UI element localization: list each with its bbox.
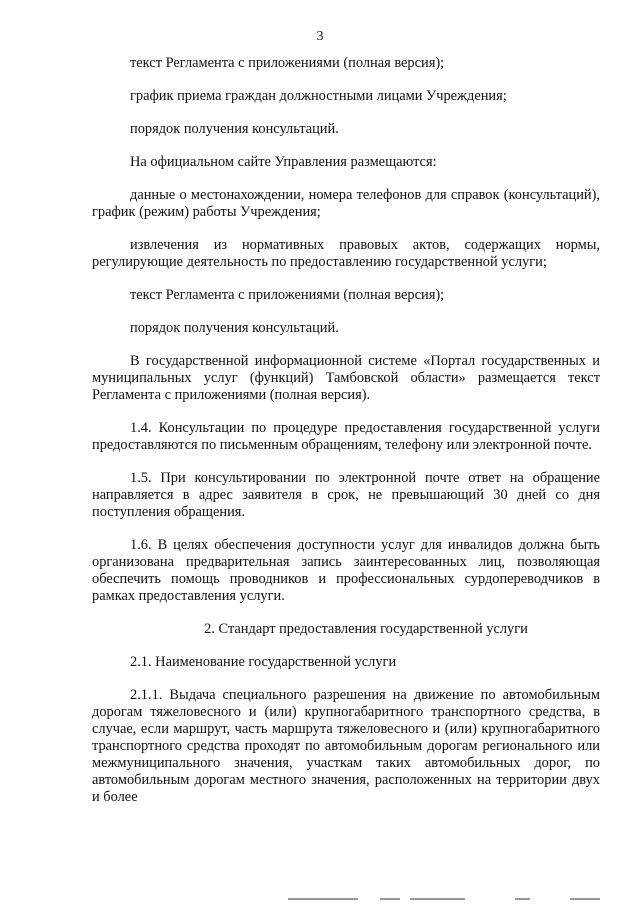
paragraph-list-item: данные о местонахождении, номера телефонов для справок (консультаций), график (режим) работы Учреждения; <box>92 187 600 220</box>
scan-mark <box>288 898 358 900</box>
paragraph-2-1-1: 2.1.1. Выдача специального разрешения на движение по автомобильным дорогам тяжеловесного и (или) крупногабаритного транспортного средства, в случае, если маршрут, часть маршрута тяжеловесного и (или) крупногабаритного транспортного средства проходят по автомобильным дорогам регионального или межмуниципального значения, участкам таких автомобильных дорог, по автомобильным дорогам местного значения, расположенных на территории двух и более <box>92 687 600 805</box>
paragraph-intro: На официальном сайте Управления размещаются: <box>130 154 437 170</box>
scan-mark <box>570 898 600 900</box>
paragraph-portal: В государственной информационной системе «Портал государственных и муниципальных услуг (функций) Тамбовской области» размещается текст Регламента с приложениями (полная версия). <box>92 353 600 403</box>
paragraph-list-item: извлечения из нормативных правовых актов, содержащих нормы, регулирующие деятельность по предоставлению государственной услуги; <box>92 237 600 270</box>
paragraph-list-item: порядок получения консультаций. <box>130 121 339 137</box>
paragraph-list-item: график приема граждан должностными лицами Учреждения; <box>130 88 507 104</box>
document-body <box>92 55 600 822</box>
subsection-heading: 2.1. Наименование государственной услуги <box>130 654 397 670</box>
paragraph-list-item: текст Регламента с приложениями (полная версия); <box>130 287 445 303</box>
section-heading: 2. Стандарт предоставления государственной услуги <box>204 621 528 637</box>
paragraph-list-item: порядок получения консультаций. <box>130 320 339 336</box>
paragraph-1-5: 1.5. При консультировании по электронной почте ответ на обращение направляется в адрес заявителя в срок, не превышающий 30 дней со дня поступления обращения. <box>92 470 600 520</box>
paragraph-1-4: 1.4. Консультации по процедуре предоставления государственной услуги предоставляются по письменным обращениям, телефону или электронной почте. <box>92 420 600 453</box>
scan-mark <box>410 898 465 900</box>
scan-edge-marks <box>270 898 620 902</box>
scan-mark <box>380 898 400 900</box>
paragraph-list-item: текст Регламента с приложениями (полная версия); <box>130 55 445 71</box>
paragraph-1-6: 1.6. В целях обеспечения доступности услуг для инвалидов должна быть организована предварительная запись заинтересованных лиц, позволяющая обеспечить помощь проводников и профессиональных сурдопереводчиков в рамках предоставления услуги. <box>92 537 600 604</box>
scan-mark <box>515 898 530 900</box>
page-number: 3 <box>316 29 324 44</box>
